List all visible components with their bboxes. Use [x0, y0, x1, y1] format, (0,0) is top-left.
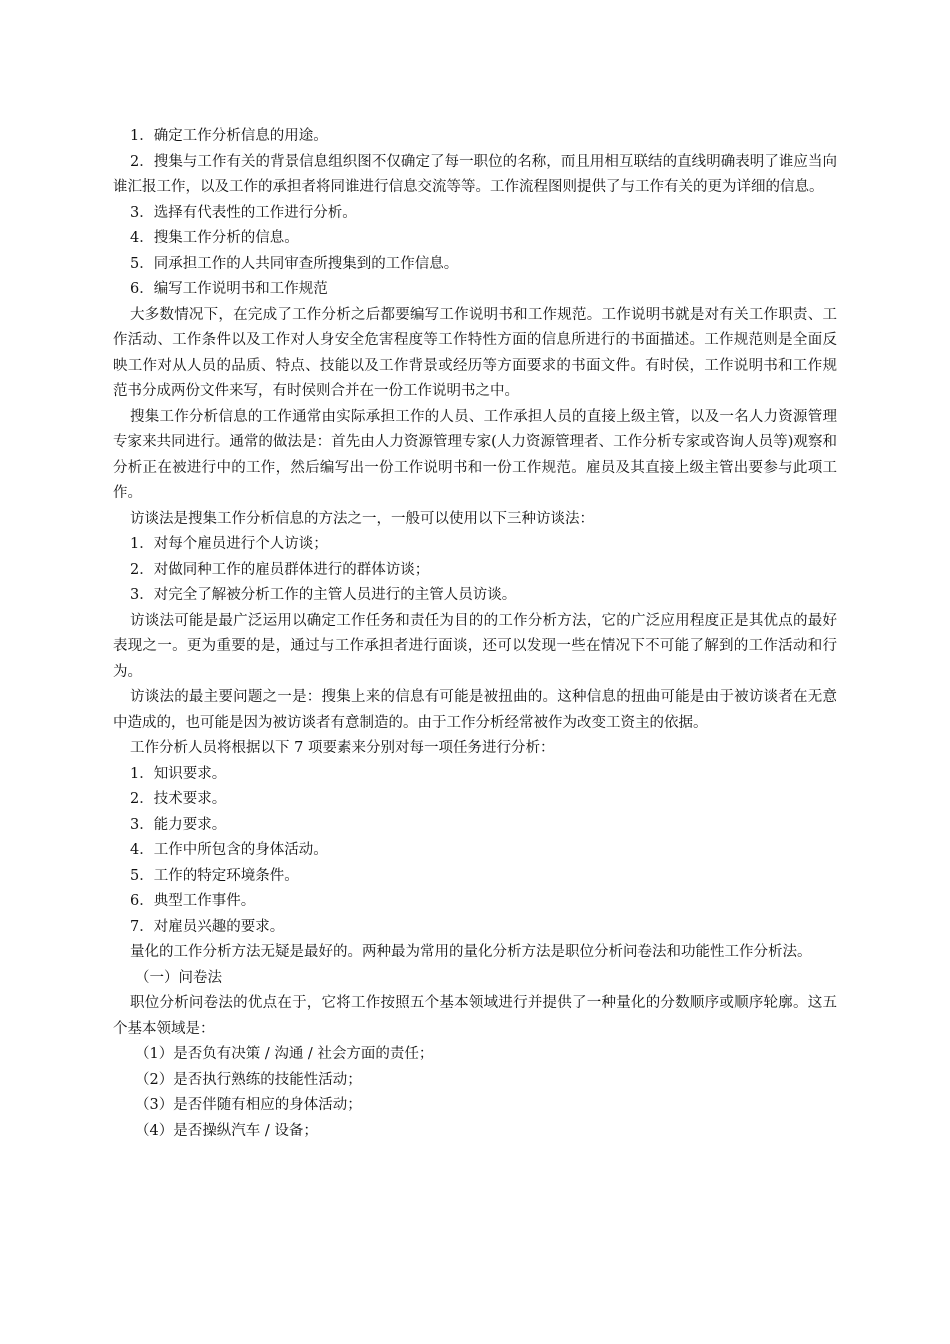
paragraph: 访谈法可能是最广泛运用以确定工作任务和责任为目的的工作分析方法，它的广泛应用程度正是其优点的最好表现之一。更为重要的是，通过与工作承担者进行面谈，还可以发现一些在情况下不可能了解到的工作活动和行为。 [113, 612, 837, 680]
paragraph: 2．搜集与工作有关的背景信息组织图不仅确定了每一职位的名称，而且用相互联结的直线明确表明了谁应当向谁汇报工作，以及工作的承担者将同谁进行信息交流等等。工作流程图则提供了与工作有关的更为详细的信息。 [113, 153, 837, 195]
paragraph: 5．同承担工作的人共同审查所搜集到的工作信息。 [130, 255, 459, 272]
paragraph: 量化的工作分析方法无疑是最好的。两种最为常用的量化分析方法是职位分析问卷法和功能性工作分析法。 [130, 944, 812, 960]
paragraph: 访谈法的最主要问题之一是：搜集上来的信息有可能是被扭曲的。这种信息的扭曲可能是由于被访谈者在无意中造成的，也可能是因为被访谈者有意制造的。由于工作分析经常被作为改变工资主的依据。 [113, 689, 837, 731]
paragraph: 3．能力要求。 [130, 816, 227, 833]
paragraph: 1．对每个雇员进行个人访谈； [130, 536, 328, 552]
list-item: （1）是否负有决策 / 沟通 / 社会方面的责任； [135, 1046, 434, 1062]
paragraph: 5．工作的特定环境条件。 [130, 867, 299, 884]
paragraph: 访谈法是搜集工作分析信息的方法之一，一般可以使用以下三种访谈法： [130, 510, 594, 527]
paragraph: 大多数情况下，在完成了工作分析之后都要编写工作说明书和工作规范。工作说明书就是对有关工作职责、工作活动、工作条件以及工作对人身安全危害程度等工作特性方面的信息所进行的书面描述。工作规范则是全面反映工作对从人员的品质、特点、技能以及工作背景或经历等方面要求的书面文件。有时侯，工作说明书和工作规范书分成两份文件来写，有时侯则合并在一份工作说明书之中。 [113, 306, 837, 399]
paragraph: 6．典型工作事件。 [130, 893, 256, 909]
paragraph: 1．知识要求。 [130, 765, 227, 782]
list-item: （2）是否执行熟练的技能性活动； [135, 1071, 362, 1088]
document-page [113, 124, 837, 1144]
paragraph: 4．搜集工作分析的信息。 [130, 230, 299, 246]
paragraph: 工作分析人员将根据以下 7 项要素来分别对每一项任务进行分析： [130, 740, 555, 756]
paragraph: 3．选择有代表性的工作进行分析。 [130, 204, 357, 221]
paragraph: 7．对雇员兴趣的要求。 [130, 918, 285, 935]
paragraph: 搜集工作分析信息的工作通常由实际承担工作的人员、工作承担人员的直接上级主管，以及一名人力资源管理专家来共同进行。通常的做法是：首先由人力资源管理专家(人力资源管理者、工作分析专家或咨询人员等)观察和分析正在被进行中的工作，然后编写出一份工作说明书和一份工作规范。雇员及其直接上级主管出要参与此项工作。 [113, 408, 837, 501]
paragraph: 2．对做同种工作的雇员群体进行的群体访谈； [130, 561, 430, 578]
list-item: （3）是否伴随有相应的身体活动； [135, 1097, 362, 1113]
paragraph: 2．技术要求。 [130, 791, 227, 807]
list-item: （4）是否操纵汽车 / 设备； [135, 1122, 318, 1139]
section-heading: （一）问卷法 [135, 969, 222, 986]
paragraph: 1．确定工作分析信息的用途。 [130, 128, 328, 144]
paragraph: 3．对完全了解被分析工作的主管人员进行的主管人员访谈。 [130, 587, 517, 603]
paragraph: 6．编写工作说明书和工作规范 [130, 281, 328, 297]
paragraph: 4．工作中所包含的身体活动。 [130, 842, 328, 858]
paragraph: 职位分析问卷法的优点在于，它将工作按照五个基本领域进行并提供了一种量化的分数顺序或顺序轮廓。这五个基本领域是： [113, 995, 837, 1037]
